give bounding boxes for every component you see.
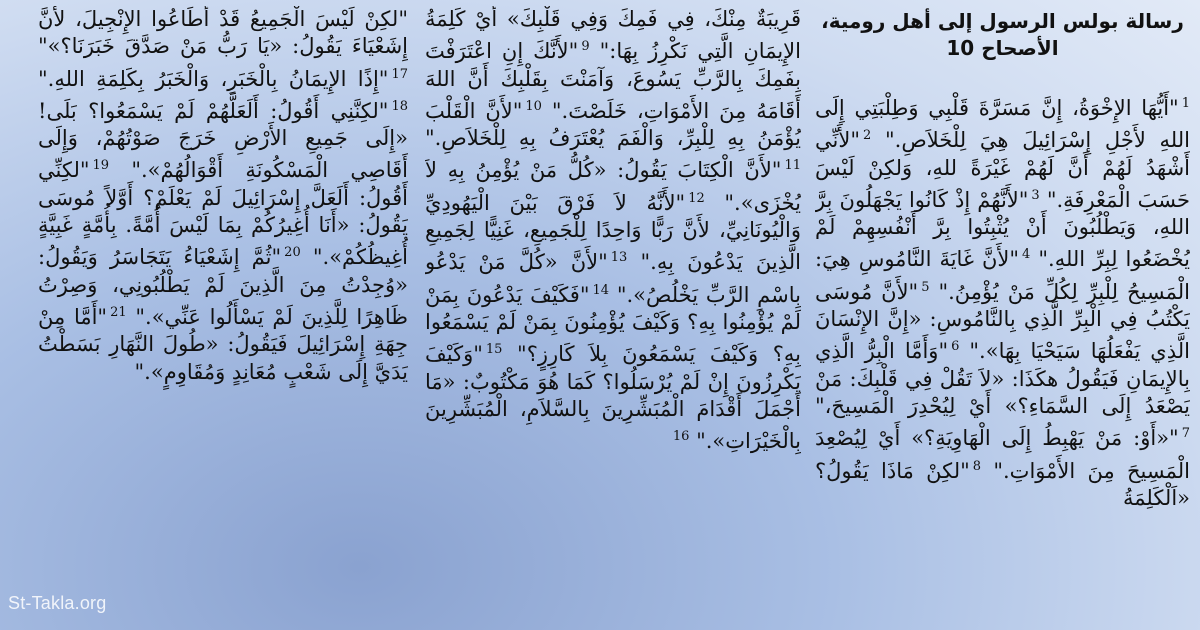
verse-text: "لأَنَّ الْكِتَابَ يَقُولُ: «كُلُّ مَنْ يُؤْمِنُ بِهِ لاَ يُخْزَى»." [425, 158, 801, 215]
verse-number: 13 [610, 250, 628, 266]
verse-text: "وَأَمَّا الْبِرُّ الَّذِي بِالإِيمَانِ فَيَقُولُ هكَذَا: «لاَ تَقُلْ فِي قَلْبِكَ: مَنْ يَصْعَدُ إِلَى السَّمَاءِ؟» أَيْ لِيُحْدِرَ الْمَسِيحَ،" [815, 339, 1190, 418]
verse-number: 14 [592, 282, 610, 298]
site-watermark: St-Takla.org [8, 593, 107, 613]
verse-number: 21 [110, 304, 127, 320]
verses-left [38, 6, 408, 386]
verse-number: 15 [485, 342, 503, 358]
verse-text: "وَكَيْفَ يَكْرِزُونَ إِنْ لَمْ يُرْسَلُوا؟ كَمَا هُوَ مَكْتُوبٌ: «مَا أَجْمَلَ أَقْدَامَ الْمُبَشِّرِينَ بِالسَّلاَمِ، الْمُبَشِّرِينَ بِالْخَيْرَاتِ»." [425, 342, 801, 454]
verse-number: 16 [672, 429, 690, 445]
verse-number: 4 [1022, 247, 1031, 263]
verses-right [815, 90, 1190, 512]
column-right [815, 6, 1190, 624]
verse-text: "لكِنْ لَيْسَ الْجَمِيعُ قَدْ أَطَاعُوا الإِنْجِيلَ، لأَنَّ إِشَعْيَاءَ يَقُولُ: «يَا رَبُّ مَنْ صَدَّقَ خَبَرَنَا؟»" [38, 7, 408, 59]
verse-text: "أَمَّا مِنْ جِهَةِ إِسْرَائِيلَ فَيَقُولُ: «طُولَ النَّهَارِ بَسَطْتُ يَدَيَّ إِلَى شَعْبٍ مُعَانِدٍ وَمُقَاوِمٍ»." [38, 304, 408, 384]
verse-text: "لأَنَّ الْقَلْبَ يُؤْمَنُ بِهِ لِلْبِرِّ، وَالْفَمَ يُعْتَرَفُ بِهِ لِلْخَلاَصِ." [425, 98, 801, 151]
verse-text: "لكِنِّي أَقُولُ: أَلَعَلَّ إِسْرَائِيلَ لَمْ يَعْلَمْ؟ أَوَّلاً مُوسَى يَقُولُ: «أَنَا أُغِيرُكُمْ بِمَا لَيْسَ أُمَّةً. بِأُمَّةٍ غَبِيَّةٍ أُغِيظُكُمْ»." [38, 158, 408, 270]
verse-text: "«أَوْ: مَنْ يَهْبِطُ إِلَى الْهَاوِيَةِ؟» أَيْ لِيُصْعِدَ الْمَسِيحَ مِنَ الأَمْوَاتِ." [815, 426, 1190, 483]
page-title [815, 8, 1190, 62]
title-line-2: الأصحاح 10 [946, 36, 1059, 60]
verse-number: 8 [972, 458, 982, 474]
verse-text: "لأَنَّكَ إِنِ اعْتَرَفْتَ بِفَمِكَ بِالرَّبِّ يَسُوعَ، وَآمَنْتَ بِقَلْبِكَ أَنَّ اللهَ أَقَامَهُ مِنَ الأَمْوَاتِ، خَلَصْتَ." [425, 39, 801, 123]
verse-number: 3 [1031, 187, 1040, 203]
verse-number: 7 [1181, 426, 1190, 442]
verse-text: "لكِنَّنِي أَقُولُ: أَلَعَلَّهُمْ لَمْ يَسْمَعُوا؟ بَلَى! «إِلَى جَمِيعِ الأَرْضِ خَرَجَ صَوْتُهُمْ، وَإِلَى أَقَاصِي الْمَسْكُونَةِ أَقْوَالُهُمْ»." [38, 98, 408, 183]
verse-number: 9 [581, 39, 590, 55]
verse-number: 18 [391, 98, 408, 114]
verse-text: "ثُمَّ إِشَعْيَاءُ يَتَجَاسَرُ وَيَقُولُ: «وُجِدْتُ مِنَ الَّذِينَ لَمْ يَطْلُبُونِي، وَصِرْتُ ظَاهِرًا لِلَّذِينَ لَمْ يَسْأَلُوا عَنِّي»." [38, 245, 408, 329]
verses-middle [425, 6, 801, 455]
verse-number: 5 [921, 279, 930, 295]
verse-text: "لأَنَّ «كُلَّ مَنْ يَدْعُو بِاسْمِ الرَّبِّ يَخْلُصُ»." [425, 250, 801, 307]
verse-number: 2 [862, 128, 872, 144]
verse-number: 19 [92, 158, 110, 174]
verse-text: "لأَنَّ مُوسَى يَكْتُبُ فِي الْبِرِّ الَّذِي بِالنَّامُوسِ: «إِنَّ الإِنْسَانَ الَّذِي يَفْعَلُهَا سَيَحْيَا بِهَا»." [815, 279, 1190, 364]
verse-number: 12 [688, 190, 705, 206]
verse-number: 10 [525, 98, 542, 114]
verse-text: "لأَنَّ غَايَةَ النَّامُوسِ هِيَ: الْمَسِيحُ لِلْبِرِّ لِكُلِّ مَنْ يُؤْمِنُ." [815, 247, 1190, 304]
verse-text: "إِذًا الإِيمَانُ بِالْخَبَرِ، وَالْخَبَرُ بِكَلِمَةِ اللهِ." [38, 66, 389, 91]
verse-text: "فَكَيْفَ يَدْعُونَ بِمَنْ لَمْ يُؤْمِنُوا بِهِ؟ وَكَيْفَ يُؤْمِنُونَ بِمَنْ لَمْ يَسْمَعُوا بِهِ؟ وَكَيْفَ يَسْمَعُونَ بِلاَ كَارِزٍ؟" [425, 282, 801, 367]
verse-number: 11 [784, 158, 801, 174]
verse-number: 6 [951, 339, 960, 355]
verse-number: 1 [1181, 96, 1190, 111]
verse-text: "لأَنِّي أَشْهَدُ لَهُمْ أَنَّ لَهُمْ غَيْرَةً للهِ، وَلكِنْ لَيْسَ حَسَبَ الْمَعْرِفَةِ." [815, 128, 1190, 212]
verse-text: قَرِيبَةٌ مِنْكَ، فِي فَمِكَ وَفِي قَلْبِكَ» أَيْ كَلِمَةُ الإِيمَانِ الَّتِي نَكْرِزُ بِهَا:" [425, 7, 801, 64]
verse-text: "لأَنَّهُمْ إِذْ كَانُوا يَجْهَلُونَ بِرَّ اللهِ، وَيَطْلُبُونَ أَنْ يُثْبِتُوا بِرَّ أَنْفُسِهِمْ لَمْ يُخْضَعُوا لِبِرِّ اللهِ." [815, 187, 1190, 272]
column-left [38, 6, 408, 624]
verse-text: "لكِنْ مَاذَا يَقُولُ؟ «اَلْكَلِمَةُ [815, 458, 1190, 510]
column-middle [425, 6, 801, 624]
title-line-1: رسالة بولس الرسول إلى أهل رومية، [821, 9, 1184, 33]
verse-number: 20 [284, 245, 301, 261]
verse-text: "أَيُّهَا الإِخْوَةُ، إِنَّ مَسَرَّةَ قَلْبِي وَطِلْبَتِي إِلَى اللهِ لأَجْلِ إِسْرَائِيلَ هِيَ لِلْخَلاَصِ." [815, 96, 1190, 153]
verse-number: 17 [391, 66, 408, 82]
verse-text: "لأَنَّهُ لاَ فَرْقَ بَيْنَ الْيَهُودِيِّ وَالْيُونَانِيِّ، لأَنَّ رَبًّا وَاحِدًا لِلْجَمِيعِ، غَنِيًّا لِجَمِيعِ الَّذِينَ يَدْعُونَ بِهِ." [425, 190, 801, 275]
